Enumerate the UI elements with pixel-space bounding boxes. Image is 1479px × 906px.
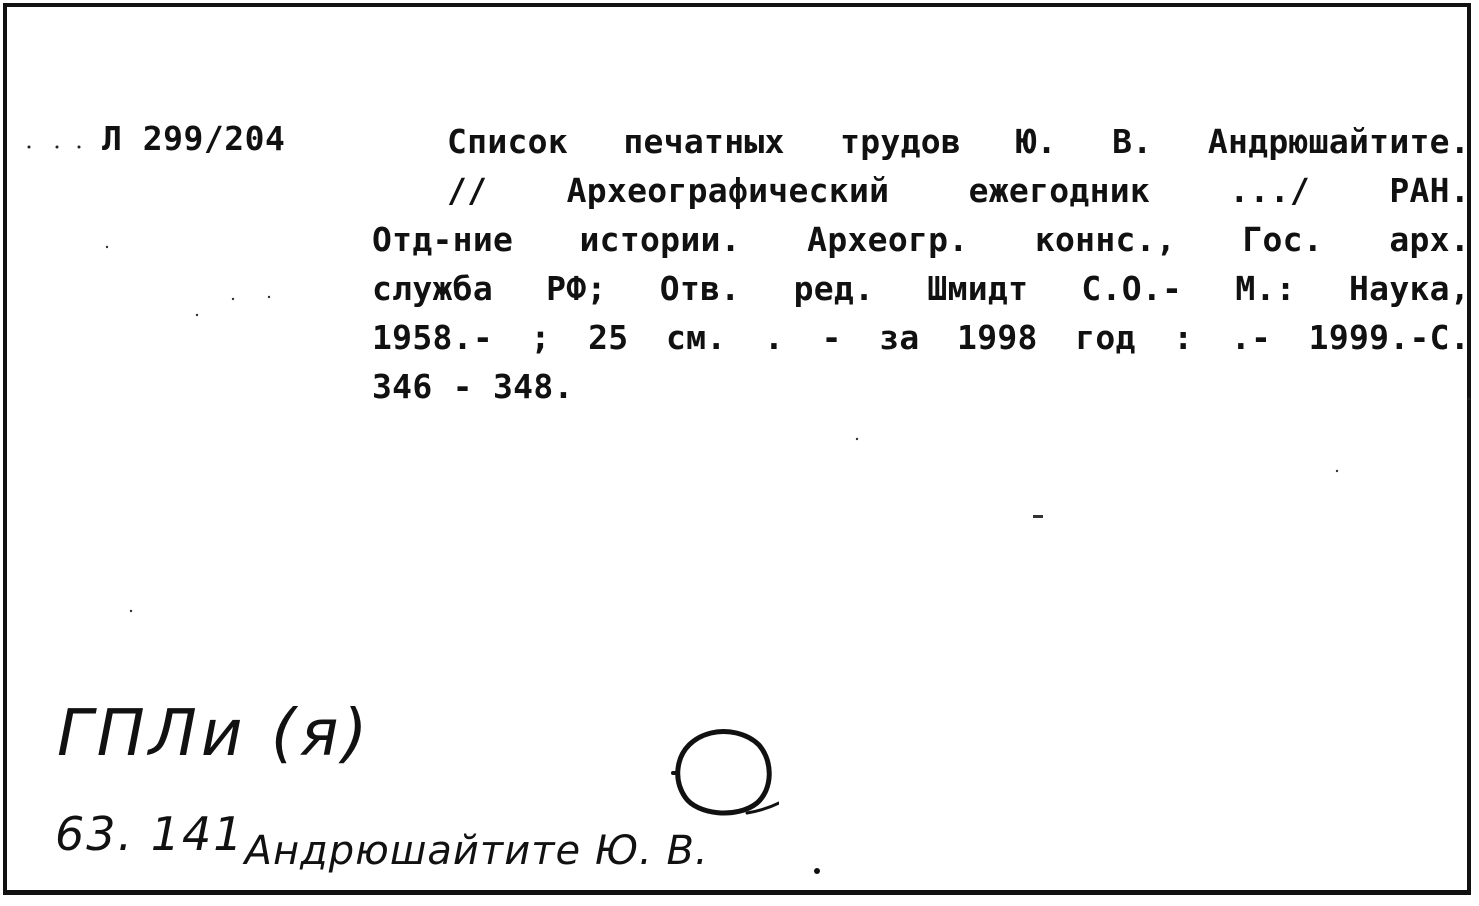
catalog-card [3, 3, 1471, 895]
entry-line-5: 1958.- ; 25 см. . - за 1998 год : .- 1999.-С. [372, 318, 1470, 357]
bibliographic-entry [372, 117, 1470, 411]
handwritten-library-code: ГПЛи (я) [57, 697, 372, 771]
entry-line-6: 346 - 348. [372, 367, 574, 406]
entry-line-4: служба РФ; Отв. ред. Шмидт С.О.- М.: Наука, [372, 269, 1470, 308]
entry-line-2: // Археографический ежегодник .../ РАН. [447, 171, 1470, 210]
entry-line-3: Отд-ние истории. Археогр. коннс., Гос. арх. [372, 220, 1470, 259]
hand-drawn-circle-mark [667, 725, 779, 821]
handwritten-classification-number: 63. 141 [55, 807, 245, 861]
handwritten-classification [55, 807, 709, 874]
shelfmark: Л 299/204 [102, 119, 286, 158]
entry-line-1: Список печатных трудов Ю. В. Андрюшайтите. [447, 122, 1470, 161]
handwritten-author-name: Андрюшайтите Ю. В. [244, 828, 709, 874]
